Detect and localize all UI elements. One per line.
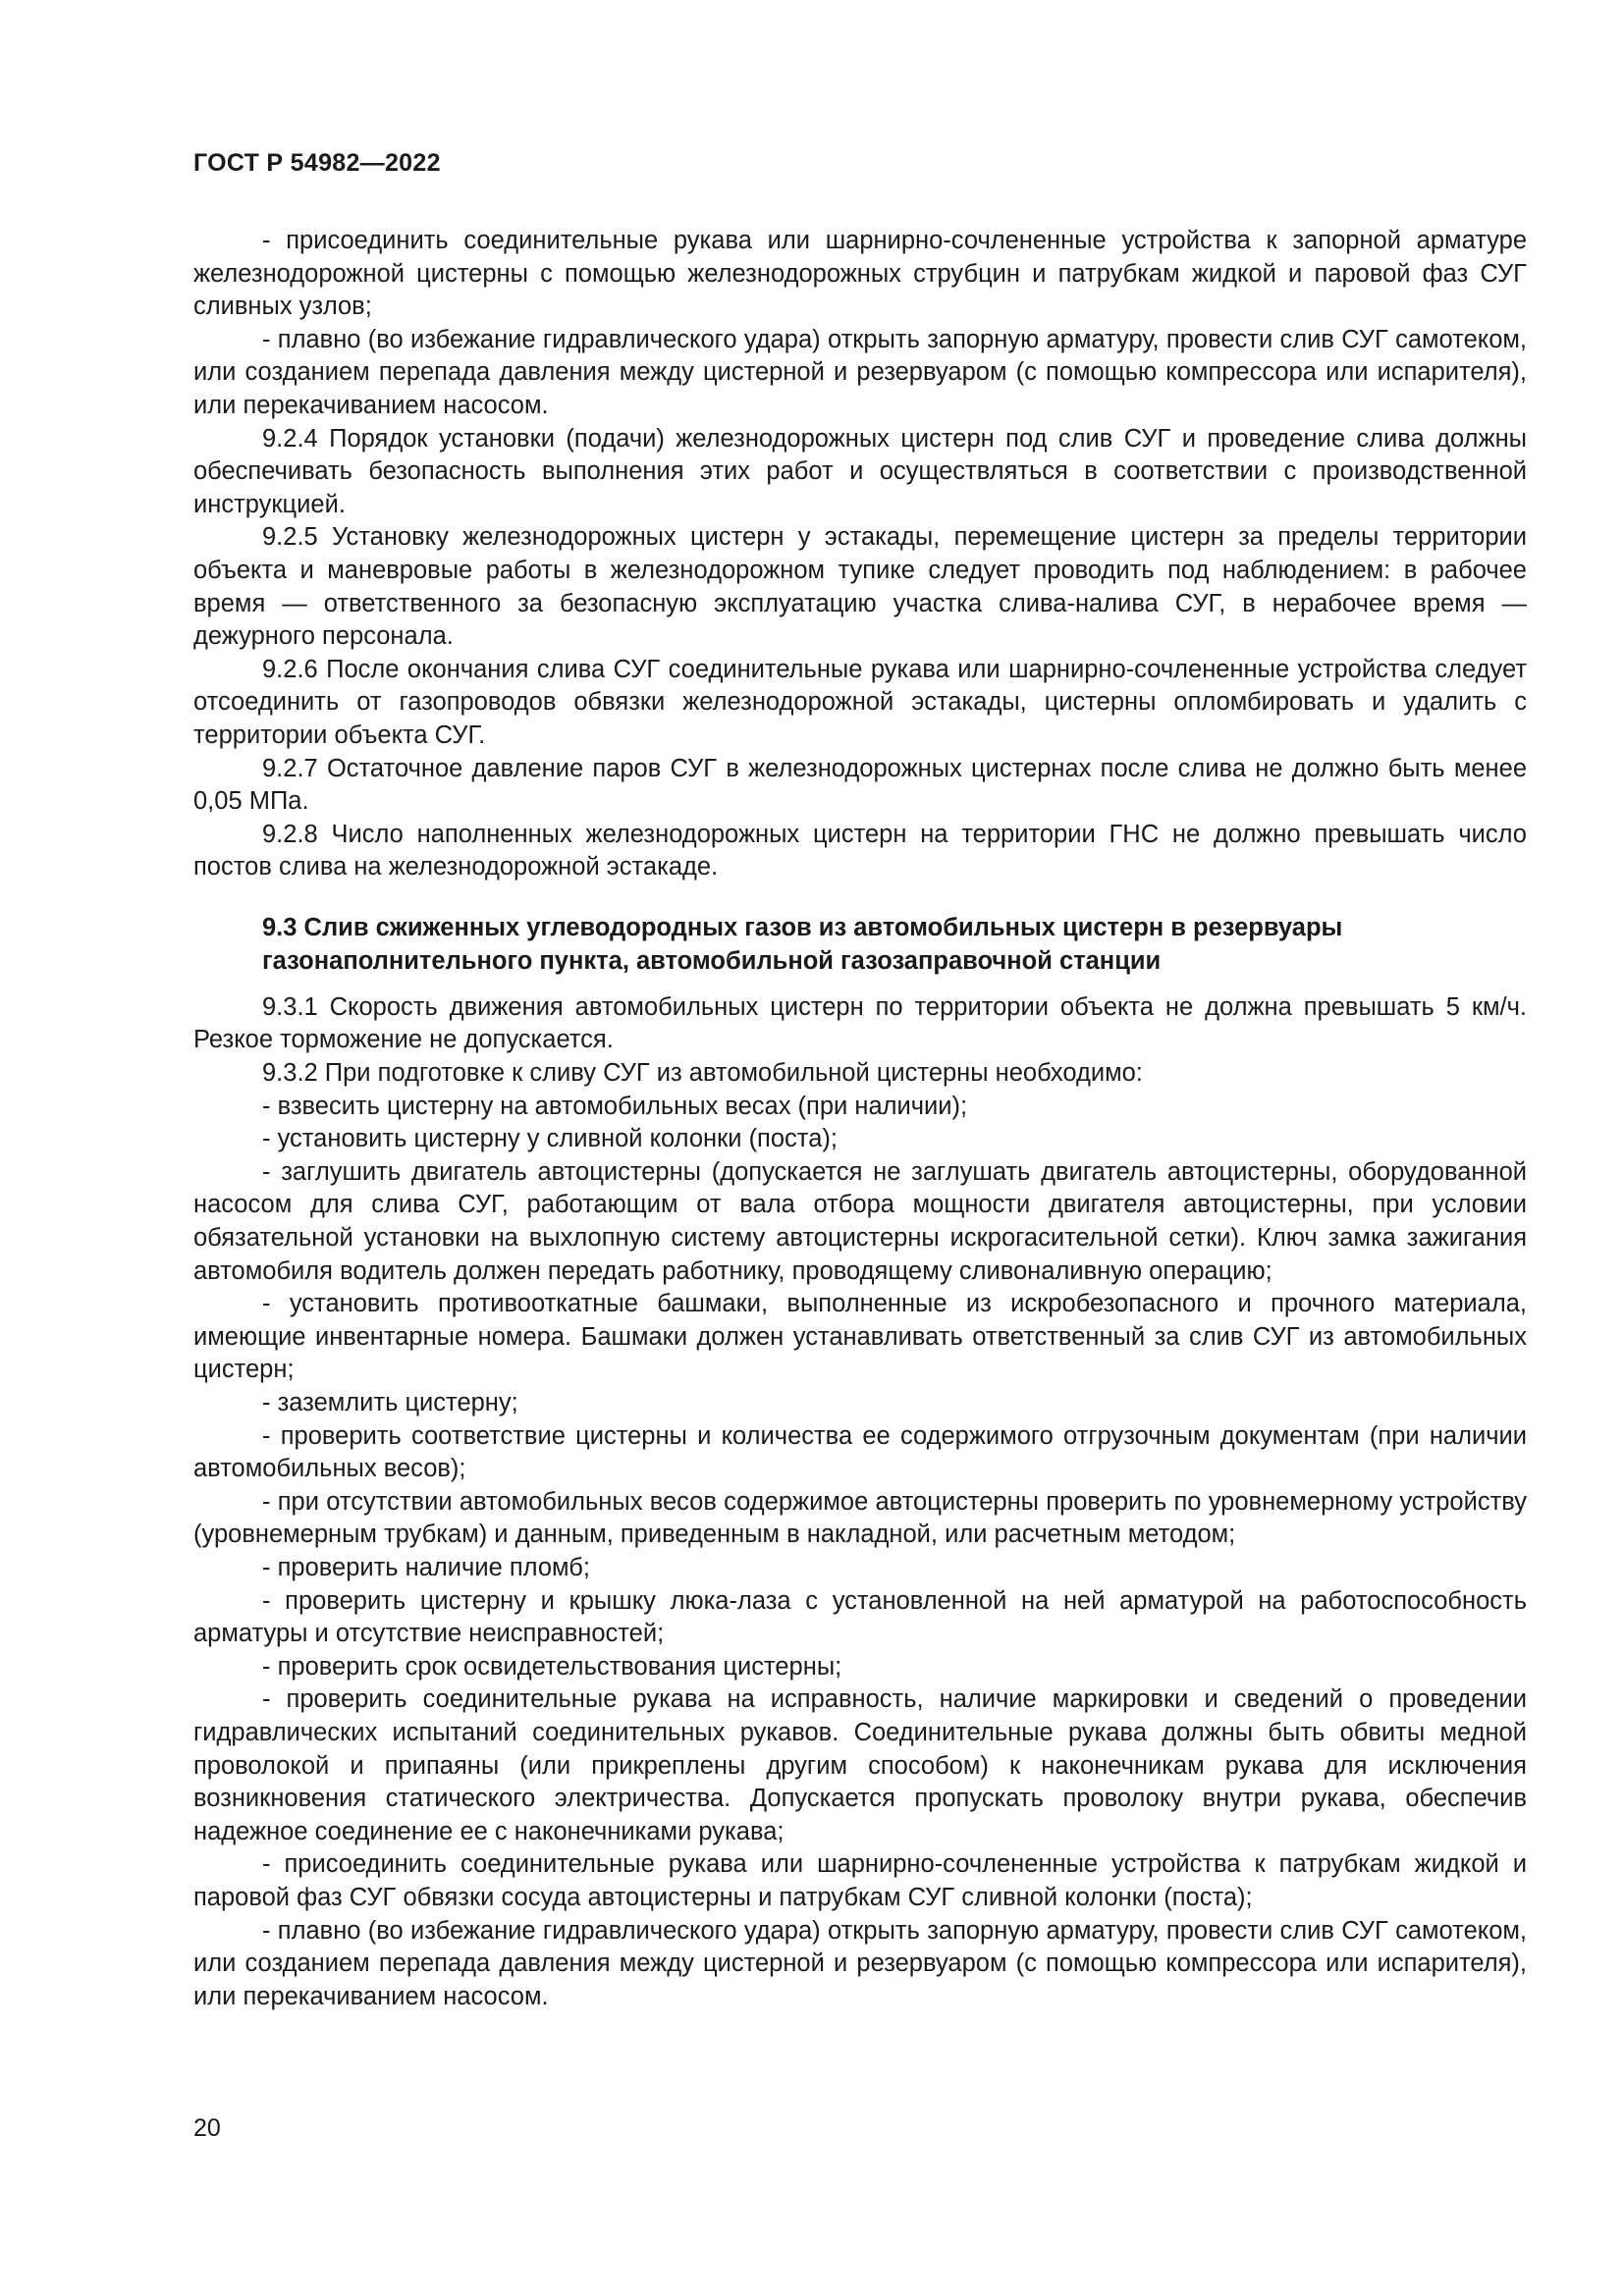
paragraph-9-2-6: 9.2.6 После окончания слива СУГ соединительные рукава или шарнирно-сочлененные устройства следует отсоединить от газопроводов обвязки железнодорожной эстакады, цистерны опломбировать и удалить с территории объекта СУГ. bbox=[193, 655, 1527, 749]
document-body bbox=[193, 225, 1527, 2013]
paragraph-9-2-7: 9.2.7 Остаточное давление паров СУГ в железнодорожных цистернах после слива не должно быть менее 0,05 МПа. bbox=[193, 754, 1527, 816]
paragraph-9-3-1: 9.3.1 Скорость движения автомобильных цистерн по территории объекта не должна превышать 5 км/ч. Резкое торможение не допускается. bbox=[193, 992, 1527, 1054]
list-item: - проверить цистерну и крышку люка-лаза с установленной на ней арматурой на работоспособность арматуры и отсутствие неисправностей; bbox=[193, 1586, 1527, 1648]
list-item: - проверить срок освидетельствования цистерны; bbox=[262, 1652, 842, 1681]
list-item: - при отсутствии автомобильных весов содержимое автоцистерны проверить по уровнемерному устройству (уровнемерным трубкам) и данным, приведенным в накладной, или расчетным методом; bbox=[193, 1487, 1527, 1549]
paragraph: - плавно (во избежание гидравлического удара) открыть запорную арматуру, провести слив СУГ самотеком, или созданием перепада давления между цистерной и резервуаром (с помощью компрессора или испарителя), или перекачиванием насосом. bbox=[193, 325, 1527, 419]
list-item: - проверить соединительные рукава на исправность, наличие маркировки и сведений о проведении гидравлических испытаний соединительных рукавов. Соединительные рукава должны быть обвиты медной проволокой и припаяны (или прикреплены другим способом) к наконечникам рукава для исключения возникновения статического электричества. Допускается пропускать проволоку внутри рукава, обеспечив надежное соединение ее с наконечниками рукава; bbox=[193, 1685, 1527, 1845]
list-item: - взвесить цистерну на автомобильных весах (при наличии); bbox=[262, 1092, 968, 1120]
paragraph-9-2-8: 9.2.8 Число наполненных железнодорожных цистерн на территории ГНС не должно превышать число постов слива на железнодорожной эстакаде. bbox=[193, 820, 1527, 881]
list-item: - присоединить соединительные рукава или шарнирно-сочлененные устройства к патрубкам жидкой и паровой фаз СУГ обвязки сосуда автоцистерны и патрубкам СУГ сливной колонки (поста); bbox=[193, 1850, 1527, 1911]
paragraph: - присоединить соединительные рукава или шарнирно-сочлененные устройства к запорной арматуре железнодорожной цистерны с помощью железнодорожных струбцин и патрубкам жидкой и паровой фаз СУГ сливных узлов; bbox=[193, 227, 1527, 321]
page-number: 20 bbox=[193, 2114, 221, 2142]
paragraph-9-2-4: 9.2.4 Порядок установки (подачи) железнодорожных цистерн под слив СУГ и проведение слива должны обеспечивать безопасность выполнения этих работ и осуществляться в соответствии с производственной инструкцией. bbox=[193, 424, 1527, 518]
paragraph-9-3-2: 9.3.2 При подготовке к сливу СУГ из автомобильной цистерны необходимо: bbox=[262, 1059, 1143, 1088]
list-item: - установить цистерну у сливной колонки (поста); bbox=[262, 1125, 838, 1153]
list-item: - проверить наличие пломб; bbox=[262, 1553, 590, 1581]
section-heading-9-3: 9.3 Слив сжиженных углеводородных газов из автомобильных цистерн в резервуары газонаполнительного пункта, автомобильной газозаправочной станции bbox=[262, 913, 1343, 975]
list-item: - плавно (во избежание гидравлического удара) открыть запорную арматуру, провести слив СУГ самотеком, или созданием перепада давления между цистерной и резервуаром (с помощью компрессора или испарителя), или перекачиванием насосом. bbox=[193, 1916, 1527, 2010]
paragraph-group-bottom bbox=[193, 991, 1527, 2013]
document-header: ГОСТ Р 54982—2022 bbox=[193, 149, 441, 177]
list-item: - установить противооткатные башмаки, выполненные из искробезопасного и прочного материала, имеющие инвентарные номера. Башмаки должен устанавливать ответственный за слив СУГ из автомобильных цистерн; bbox=[193, 1290, 1527, 1384]
list-item: - проверить соответствие цистерны и количества ее содержимого отгрузочным документам (при наличии автомобильных весов); bbox=[193, 1421, 1527, 1483]
paragraph-group-top bbox=[193, 225, 1527, 884]
list-item: - заземлить цистерну; bbox=[262, 1389, 518, 1416]
list-item: - заглушить двигатель автоцистерны (допускается не заглушать двигатель автоцистерны, оборудованной насосом для слива СУГ, работающим от вала отбора мощности двигателя автоцистерны, при условии обязательной установки на выхлопную систему автоцистерны искрогасительной сетки). Ключ замка зажигания автомобиля водитель должен передать работнику, проводящему сливоналивную операцию; bbox=[193, 1157, 1527, 1285]
paragraph-9-2-5: 9.2.5 Установку железнодорожных цистерн у эстакады, перемещение цистерн за пределы территории объекта и маневровые работы в железнодорожном тупике следует проводить под наблюдением: в рабочее время — ответственного за безопасную эксплуатацию участка слива-налива СУГ, в нерабочее время — дежурного персонала. bbox=[193, 523, 1527, 651]
